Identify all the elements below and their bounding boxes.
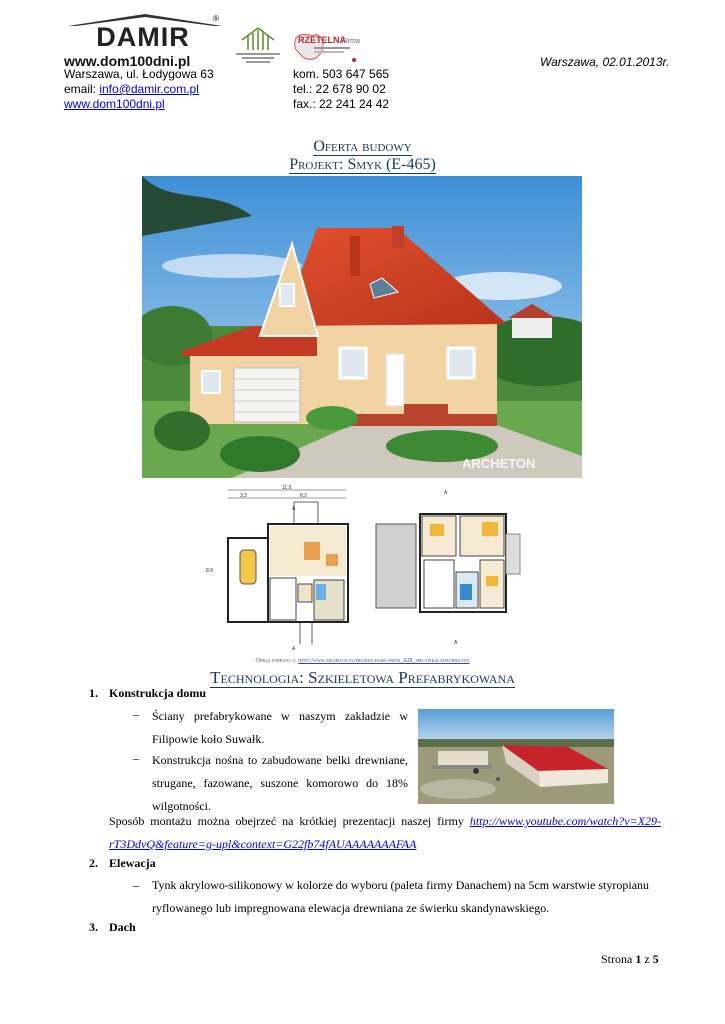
page-number: Strona 1 z 5: [601, 952, 659, 966]
offer-title: Oferta budowy: [313, 138, 412, 155]
dom-drewniany-badge-logo: [232, 26, 284, 66]
section-2-bullet-1: Tynk akrylowo-silikonowy w kolorze do wyboru (paleta firmy Danachem) na 5cm warstwie styropianu ryflowanego lub impregnowana elewacja drewniana ze świerku skandynawskiego.: [152, 878, 650, 915]
floor-plans-image: [196, 484, 528, 654]
factory-aerial-photo: [418, 709, 614, 804]
house-render-image: [142, 176, 582, 478]
plan-section-mark-bottom: A: [292, 646, 296, 652]
image-caption: [0, 658, 725, 664]
company-address: Warszawa, ul. Łodygowa 63: [64, 67, 214, 81]
contact-right: [293, 67, 389, 112]
registered-mark: ®: [213, 14, 219, 23]
section-1-bullet-2: Konstrukcja nośna to zabudowane belki drewniane, strugane, fazowane, suszone komorowo do 18% wilgotności.: [152, 753, 408, 813]
svg-text:Firma: Firma: [342, 38, 360, 45]
plan2-section-mark-top: A: [444, 490, 448, 496]
fax-number: fax.: 22 241 24 42: [293, 97, 390, 111]
section-3-title: Dach: [109, 920, 136, 934]
rzetelna-firma-badge-logo: [292, 30, 362, 66]
section-2-title: Elewacja: [109, 856, 156, 870]
logo-wordmark: DAMIR: [96, 22, 190, 52]
caption-prefix: Obraz pobrano z:: [255, 658, 299, 664]
plan2-section-mark-bottom: A: [454, 640, 458, 646]
bullet-dash: –: [133, 751, 139, 765]
caption-source-link[interactable]: http://www.archeton.pl/projekt-domu-smyk_628_specyfikacjatechniczna: [298, 658, 470, 664]
archeton-watermark: ARCHETON: [462, 456, 536, 471]
technology-title: Technologia: Szkieletowa Prefabrykowana: [210, 668, 515, 687]
bullet-dash: –: [133, 707, 139, 721]
montage-paragraph: [109, 810, 661, 856]
section-1-title: Konstrukcja domu: [109, 686, 207, 700]
section-3-number: 3.: [89, 920, 98, 934]
mobile-number: kom. 503 647 565: [293, 67, 390, 81]
document-date: Warszawa, 02.01.2013r.: [540, 55, 670, 69]
section-2-number: 2.: [89, 856, 98, 870]
email-link[interactable]: info@damir.com.pl: [99, 82, 199, 96]
email-line: [64, 82, 214, 97]
plan-depth: 8,8: [206, 568, 213, 574]
current-page: 1: [635, 952, 642, 966]
logo-url: www.dom100dni.pl: [64, 53, 191, 69]
website-link[interactable]: www.dom100dni.pl: [64, 97, 165, 111]
section-1-bullet-1: Ściany prefabrykowane w naszym zakładzie w Filipowie koło Suwałk.: [152, 709, 408, 746]
bullet-dash: –: [133, 878, 139, 892]
contact-left: [64, 67, 214, 112]
plan-dim-left: 3,3: [240, 493, 247, 499]
total-pages: 5: [652, 952, 659, 966]
email-label: email:: [64, 82, 100, 96]
plan-section-mark-top: A: [292, 506, 296, 512]
plan-dim-right: 8,2: [300, 493, 307, 499]
phone-number: tel.: 22 678 90 02: [293, 82, 386, 96]
youtube-presentation-link[interactable]: http://www.youtube.com/watch?v=X29-rT3DdvQ&feature=g-upl&context=G22fb74fAUAAAAAAAFAA: [109, 814, 661, 851]
project-title: Projekt: Smyk (E-465): [289, 156, 436, 173]
montage-text: Sposób montażu można obejrzeć na krótkiej prezentacji naszej firmy: [109, 814, 470, 828]
section-1-number: 1.: [89, 686, 98, 700]
plan-total-width: 11,5: [282, 485, 292, 491]
svg-text:RZETELNA: RZETELNA: [298, 35, 346, 45]
